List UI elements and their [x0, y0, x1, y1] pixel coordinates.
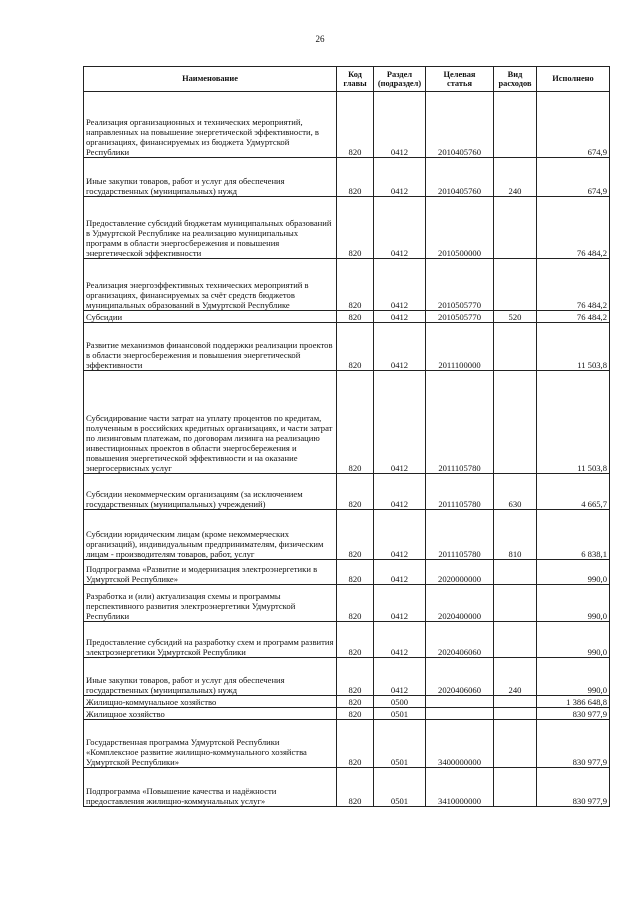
cell-target: 2020400000: [426, 585, 494, 622]
cell-name: Реализация энергоэффективных технических мероприятий в организациях, финансируемых за счёт средств бюджетов муниципальных образований в Удмуртской Республике: [84, 259, 337, 311]
cell-target: [426, 708, 494, 720]
cell-target: 2020000000: [426, 560, 494, 585]
cell-type: [494, 92, 537, 158]
header-type-line1: Вид: [507, 69, 523, 79]
cell-target: 2020406060: [426, 622, 494, 658]
header-section-line2: (подраздел): [377, 79, 422, 88]
cell-amount: 674,9: [537, 92, 610, 158]
page-number: 26: [315, 34, 325, 44]
cell-target: 2011105780: [426, 474, 494, 510]
header-code-line1: Код: [348, 69, 362, 79]
table-row: [84, 323, 610, 371]
table-row: [84, 510, 610, 560]
cell-section: 0501: [374, 768, 426, 807]
cell-amount: 6 838,1: [537, 510, 610, 560]
cell-section: 0412: [374, 311, 426, 323]
cell-code: 820: [337, 158, 374, 197]
cell-name: Предоставление субсидий на разработку схем и программ развития электроэнергетики Удмуртской Республики: [84, 622, 337, 658]
cell-code: 820: [337, 658, 374, 696]
cell-code: 820: [337, 560, 374, 585]
cell-amount: 674,9: [537, 158, 610, 197]
cell-name: Субсидии юридическим лицам (кроме некоммерческих организаций), индивидуальным предпринимателям, физическим лицам - производителям товаров, работ, услуг: [84, 510, 337, 560]
cell-type: [494, 197, 537, 259]
cell-section: 0412: [374, 92, 426, 158]
cell-section: 0412: [374, 474, 426, 510]
table-row: [84, 720, 610, 768]
cell-section: 0412: [374, 197, 426, 259]
cell-type: [494, 323, 537, 371]
cell-name: Подпрограмма «Развитие и модернизация электроэнергетики в Удмуртской Республике»: [84, 560, 337, 585]
cell-section: 0412: [374, 510, 426, 560]
cell-code: 820: [337, 323, 374, 371]
cell-type: 520: [494, 311, 537, 323]
cell-amount: 4 665,7: [537, 474, 610, 510]
budget-table: [83, 66, 610, 807]
table-row: [84, 708, 610, 720]
cell-target: 3400000000: [426, 720, 494, 768]
cell-type: 240: [494, 658, 537, 696]
cell-section: 0501: [374, 720, 426, 768]
cell-name: Иные закупки товаров, работ и услуг для обеспечения государственных (муниципальных) нужд: [84, 158, 337, 197]
header-name: Наименование: [84, 67, 337, 92]
cell-target: 2020406060: [426, 658, 494, 696]
cell-type: [494, 768, 537, 807]
cell-target: 2010405760: [426, 92, 494, 158]
cell-target: 2011105780: [426, 371, 494, 474]
cell-section: 0412: [374, 371, 426, 474]
cell-section: 0412: [374, 585, 426, 622]
header-code-line2: главы: [343, 79, 367, 88]
cell-section: 0412: [374, 560, 426, 585]
table-row: [84, 696, 610, 708]
cell-code: 820: [337, 259, 374, 311]
table-row: [84, 658, 610, 696]
header-target-line1: Целевая: [443, 69, 476, 79]
cell-target: 2010505770: [426, 311, 494, 323]
cell-target: 2011100000: [426, 323, 494, 371]
cell-target: 2010505770: [426, 259, 494, 311]
cell-section: 0412: [374, 622, 426, 658]
cell-section: 0412: [374, 259, 426, 311]
cell-target: 3410000000: [426, 768, 494, 807]
cell-section: 0412: [374, 658, 426, 696]
cell-section: 0501: [374, 708, 426, 720]
cell-type: [494, 696, 537, 708]
cell-section: 0412: [374, 158, 426, 197]
cell-type: [494, 585, 537, 622]
cell-type: 810: [494, 510, 537, 560]
cell-type: [494, 371, 537, 474]
cell-type: [494, 622, 537, 658]
cell-amount: 990,0: [537, 658, 610, 696]
cell-amount: 830 977,9: [537, 720, 610, 768]
cell-name: Разработка и (или) актуализация схемы и программы перспективного развития электроэнергетики Удмуртской Республики: [84, 585, 337, 622]
table-row: [84, 158, 610, 197]
cell-name: Субсидирование части затрат на уплату процентов по кредитам, полученным в российских кредитных организациях, и части затрат по лизинговым платежам, по договорам лизинга на реализацию инвестиционных проектов в области энергосбережения и повышения энергетической эффективности и на оказание энергосервисных услуг: [84, 371, 337, 474]
cell-amount: 830 977,9: [537, 768, 610, 807]
header-type: [494, 67, 537, 92]
header-target: [426, 67, 494, 92]
cell-name: Реализация организационных и технических мероприятий, направленных на повышение энергетической эффективности, в организациях, финансируемых из бюджета Удмуртской Республики: [84, 92, 337, 158]
table-row: [84, 92, 610, 158]
cell-amount: 990,0: [537, 585, 610, 622]
cell-name: Жилищно-коммунальное хозяйство: [84, 696, 337, 708]
cell-amount: 11 503,8: [537, 371, 610, 474]
cell-amount: 11 503,8: [537, 323, 610, 371]
cell-name: Подпрограмма «Повышение качества и надёжности предоставления жилищно-коммунальных услуг»: [84, 768, 337, 807]
cell-type: [494, 708, 537, 720]
cell-name: Развитие механизмов финансовой поддержки реализации проектов в области энергосбережения и повышения энергетической эффективности: [84, 323, 337, 371]
cell-name: Субсидии: [84, 311, 337, 323]
cell-target: [426, 696, 494, 708]
cell-code: 820: [337, 311, 374, 323]
cell-type: 240: [494, 158, 537, 197]
cell-target: 2010500000: [426, 197, 494, 259]
cell-code: 820: [337, 371, 374, 474]
table-row: [84, 259, 610, 311]
header-section-line1: Раздел: [386, 69, 413, 79]
header-type-line2: расходов: [498, 79, 532, 88]
cell-target: 2011105780: [426, 510, 494, 560]
cell-name: Жилищное хозяйство: [84, 708, 337, 720]
cell-code: 820: [337, 768, 374, 807]
cell-code: 820: [337, 622, 374, 658]
table-row: [84, 622, 610, 658]
cell-type: [494, 720, 537, 768]
header-target-line2: статья: [447, 79, 472, 88]
header-section: [374, 67, 426, 92]
table-row: [84, 560, 610, 585]
table-row: [84, 311, 610, 323]
cell-target: 2010405760: [426, 158, 494, 197]
cell-amount: 76 484,2: [537, 259, 610, 311]
table-row: [84, 371, 610, 474]
cell-type: 630: [494, 474, 537, 510]
cell-section: 0412: [374, 323, 426, 371]
cell-name: Иные закупки товаров, работ и услуг для обеспечения государственных (муниципальных) нужд: [84, 658, 337, 696]
cell-code: 820: [337, 708, 374, 720]
cell-code: 820: [337, 696, 374, 708]
cell-amount: 76 484,2: [537, 311, 610, 323]
cell-name: Субсидии некоммерческим организациям (за исключением государственных (муниципальных) учреждений): [84, 474, 337, 510]
cell-amount: 830 977,9: [537, 708, 610, 720]
cell-code: 820: [337, 92, 374, 158]
table-row: [84, 585, 610, 622]
header-executed: Исполнено: [537, 67, 610, 92]
cell-section: 0500: [374, 696, 426, 708]
cell-code: 820: [337, 474, 374, 510]
cell-type: [494, 560, 537, 585]
cell-code: 820: [337, 510, 374, 560]
cell-type: [494, 259, 537, 311]
table-row: [84, 197, 610, 259]
cell-amount: 76 484,2: [537, 197, 610, 259]
cell-code: 820: [337, 585, 374, 622]
cell-code: 820: [337, 720, 374, 768]
table-row: [84, 768, 610, 807]
cell-name: Государственная программа Удмуртской Республики «Комплексное развитие жилищно-коммунального хозяйства Удмуртской Республики»: [84, 720, 337, 768]
cell-amount: 990,0: [537, 622, 610, 658]
cell-name: Предоставление субсидий бюджетам муниципальных образований в Удмуртской Республике на реализацию муниципальных программ в области энергосбережения и повышения энергетической эффективности: [84, 197, 337, 259]
table-header-row: [84, 67, 610, 92]
cell-amount: 1 386 648,8: [537, 696, 610, 708]
table-row: [84, 474, 610, 510]
cell-amount: 990,0: [537, 560, 610, 585]
header-code: [337, 67, 374, 92]
cell-code: 820: [337, 197, 374, 259]
